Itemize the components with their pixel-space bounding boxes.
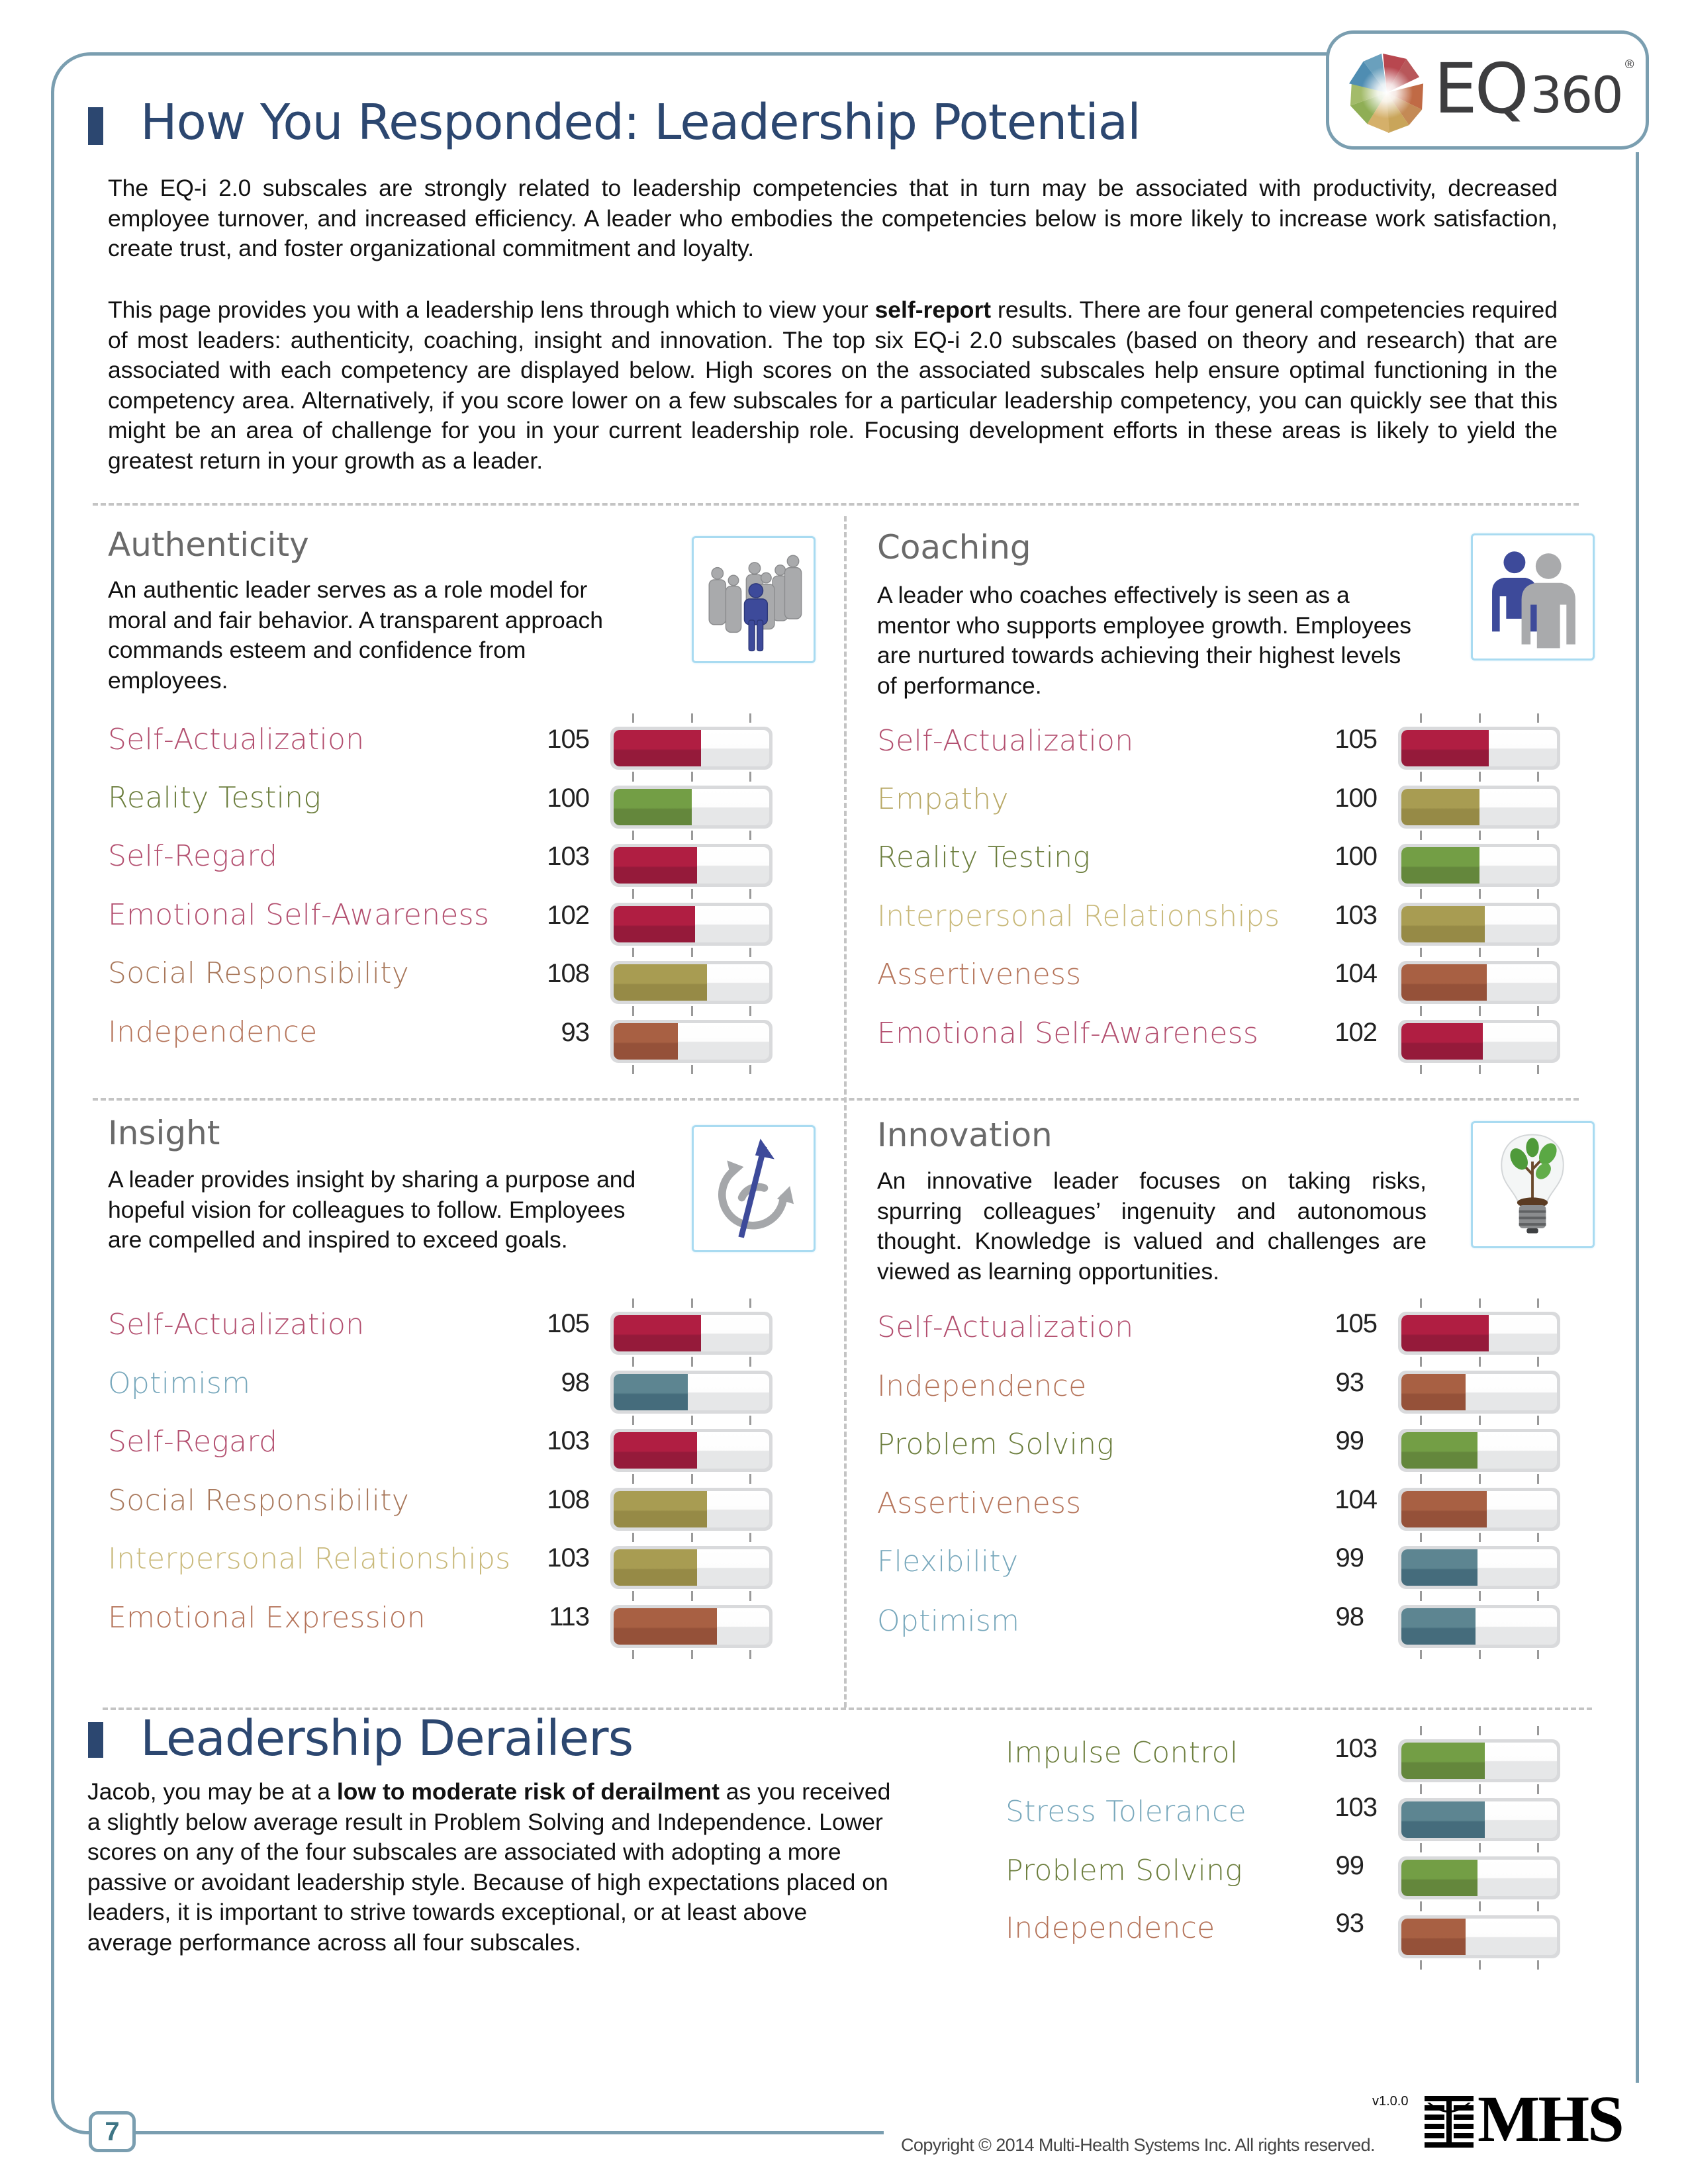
row-score: 105 bbox=[1335, 725, 1377, 754]
scale-tick bbox=[632, 1357, 634, 1367]
scale-tick bbox=[632, 1650, 634, 1659]
row-score: 104 bbox=[1335, 1485, 1377, 1514]
score-bar-track bbox=[1401, 906, 1557, 942]
row-label: Independence bbox=[108, 1015, 318, 1049]
score-bar bbox=[1398, 1856, 1560, 1899]
score-bar bbox=[1398, 1488, 1560, 1531]
score-bar-track bbox=[614, 1315, 769, 1351]
risk-level-emphasis: low to moderate risk of derailment bbox=[336, 1778, 720, 1805]
row-score: 93 bbox=[561, 1018, 589, 1047]
row-label: Independence bbox=[1006, 1911, 1215, 1945]
scale-tick bbox=[691, 889, 693, 899]
scale-tick bbox=[691, 1533, 693, 1542]
page-title: How You Responded: Leadership Potential bbox=[140, 94, 1141, 151]
score-bar-track bbox=[614, 1608, 769, 1645]
row-label: Independence bbox=[877, 1369, 1087, 1403]
score-bar bbox=[610, 1429, 773, 1472]
row-label: Stress Tolerance bbox=[1006, 1795, 1246, 1829]
score-bar bbox=[610, 1312, 773, 1355]
eq360-wordmark: EQ360® bbox=[1434, 48, 1636, 129]
score-bar-track bbox=[1401, 1801, 1557, 1838]
scale-tick bbox=[691, 948, 693, 957]
authenticity-description: An authentic leader serves as a role model for moral and fair behavior. A transparent approach commands esteem and confidence from employees. bbox=[108, 576, 603, 694]
score-bar-fill bbox=[1401, 1549, 1477, 1586]
derailers-paragraph: Jacob, you may be at a low to moderate risk of derailment as you received a slightly below average result in Problem Solving and Independence. Lower scores on any of the four subscales are associated with adopting a more passive or avoidant leadership style. Because of high expectations placed on leaders, it is important to strive towards exceptional, or at least above average performance across all four subscales. bbox=[87, 1778, 891, 1956]
scale-tick bbox=[632, 1592, 634, 1601]
row-score: 98 bbox=[561, 1368, 589, 1397]
scale-tick bbox=[749, 889, 751, 899]
scale-tick bbox=[1420, 1475, 1422, 1484]
scale-tick bbox=[691, 1592, 693, 1601]
row-label: Reality Testing bbox=[108, 781, 322, 815]
score-bar bbox=[1398, 1312, 1560, 1355]
score-bar-track bbox=[1401, 1374, 1557, 1410]
score-bar bbox=[610, 903, 773, 946]
scale-tick bbox=[691, 1650, 693, 1659]
scale-tick bbox=[1479, 1592, 1481, 1601]
intro-paragraph-1: The EQ-i 2.0 subscales are strongly related to leadership competencies that in turn may be associated with productivity, decreased employee turnover, and increased efficiency. A leader who embodies the competencies below is more likely to increase work satisfaction, create trust, and foster organizational commitment and loyalty. bbox=[108, 175, 1558, 261]
scale-tick bbox=[1420, 1007, 1422, 1016]
scale-tick bbox=[1537, 1785, 1539, 1794]
row-score: 103 bbox=[1335, 901, 1377, 930]
scale-tick bbox=[1479, 1533, 1481, 1542]
score-bar-fill bbox=[614, 1549, 697, 1586]
page-frame-bottom bbox=[136, 2131, 884, 2134]
row-score: 103 bbox=[1335, 1734, 1377, 1763]
scale-tick bbox=[1479, 713, 1481, 723]
scale-tick bbox=[1479, 1298, 1481, 1308]
scale-tick bbox=[691, 713, 693, 723]
scale-tick bbox=[749, 1065, 751, 1074]
row-score: 108 bbox=[547, 1485, 589, 1514]
divider-middle bbox=[93, 1098, 1579, 1101]
eq360-wheel-icon bbox=[1348, 51, 1426, 134]
authenticity-icon-box bbox=[692, 536, 816, 663]
score-bar-track bbox=[1401, 1743, 1557, 1779]
score-bar-track bbox=[1401, 964, 1557, 1001]
scale-tick bbox=[1420, 1065, 1422, 1074]
derailers-title: Leadership Derailers bbox=[140, 1710, 633, 1767]
scale-tick bbox=[1537, 831, 1539, 840]
row-score: 100 bbox=[547, 784, 589, 813]
score-bar-track bbox=[1401, 789, 1557, 825]
scale-tick bbox=[1420, 1650, 1422, 1659]
scale-tick bbox=[1420, 1726, 1422, 1735]
scale-tick bbox=[632, 831, 634, 840]
mhs-wordmark: MHS bbox=[1477, 2082, 1622, 2156]
score-bar-fill bbox=[1401, 847, 1479, 884]
derailers-accent-bar bbox=[88, 1722, 103, 1758]
scale-tick bbox=[1537, 1902, 1539, 1911]
scale-tick bbox=[749, 1650, 751, 1659]
scale-tick bbox=[691, 772, 693, 782]
row-score: 103 bbox=[547, 842, 589, 871]
score-bar bbox=[1398, 727, 1560, 770]
row-label: Interpersonal Relationships bbox=[108, 1542, 511, 1576]
page-frame-corner bbox=[51, 2052, 94, 2134]
row-label: Self-Actualization bbox=[877, 1310, 1134, 1344]
score-bar bbox=[1398, 961, 1560, 1004]
scale-tick bbox=[1420, 889, 1422, 899]
scale-tick bbox=[1420, 1592, 1422, 1601]
row-label: Assertiveness bbox=[877, 958, 1082, 991]
score-bar-fill bbox=[1401, 1315, 1489, 1351]
row-label: Problem Solving bbox=[1006, 1854, 1243, 1888]
scale-tick bbox=[749, 1533, 751, 1542]
authenticity-title: Authenticity bbox=[108, 525, 309, 564]
row-label: Assertiveness bbox=[877, 1486, 1082, 1520]
scale-tick bbox=[1420, 831, 1422, 840]
page-number: 7 bbox=[89, 2111, 136, 2152]
score-bar bbox=[610, 1020, 773, 1063]
scale-tick bbox=[749, 1416, 751, 1425]
scale-tick bbox=[691, 1357, 693, 1367]
score-bar bbox=[1398, 1546, 1560, 1589]
score-bar-fill bbox=[1401, 730, 1489, 766]
scale-tick bbox=[1479, 1785, 1481, 1794]
scale-tick bbox=[1479, 1475, 1481, 1484]
row-label: Emotional Self-Awareness bbox=[877, 1017, 1259, 1050]
row-label: Self-Actualization bbox=[877, 724, 1134, 758]
row-score: 99 bbox=[1335, 1426, 1364, 1455]
score-bar-fill bbox=[1401, 1491, 1487, 1527]
row-score: 113 bbox=[549, 1602, 589, 1631]
score-bar-track bbox=[614, 847, 769, 884]
scale-tick bbox=[1420, 948, 1422, 957]
row-score: 103 bbox=[547, 1426, 589, 1455]
vision-arrow-icon bbox=[694, 1127, 814, 1250]
scale-tick bbox=[749, 948, 751, 957]
score-bar-fill bbox=[1401, 789, 1479, 825]
scale-tick bbox=[691, 1007, 693, 1016]
score-bar-fill bbox=[614, 789, 692, 825]
score-bar-track bbox=[1401, 1608, 1557, 1645]
scale-tick bbox=[632, 1475, 634, 1484]
row-score: 98 bbox=[1335, 1602, 1364, 1631]
score-bar-track bbox=[614, 789, 769, 825]
scale-tick bbox=[691, 831, 693, 840]
scale-tick bbox=[1479, 1357, 1481, 1367]
score-bar bbox=[1398, 1020, 1560, 1063]
scale-tick bbox=[691, 1065, 693, 1074]
scale-tick bbox=[1537, 1726, 1539, 1735]
page-frame-left bbox=[51, 132, 54, 2075]
row-score: 99 bbox=[1335, 1543, 1364, 1572]
scale-tick bbox=[1420, 1785, 1422, 1794]
score-bar bbox=[610, 844, 773, 887]
scale-tick bbox=[691, 1298, 693, 1308]
score-bar-track bbox=[1401, 1919, 1557, 1955]
scale-tick bbox=[1420, 772, 1422, 782]
row-score: 102 bbox=[547, 901, 589, 930]
score-bar bbox=[1398, 1429, 1560, 1472]
people-group-leader-icon bbox=[694, 538, 814, 661]
scale-tick bbox=[749, 831, 751, 840]
score-bar-fill bbox=[1401, 906, 1485, 942]
row-label: Self-Regard bbox=[108, 839, 278, 873]
scale-tick bbox=[632, 1416, 634, 1425]
insight-title: Insight bbox=[108, 1114, 220, 1152]
scale-tick bbox=[1479, 1960, 1481, 1970]
score-bar bbox=[1398, 844, 1560, 887]
score-bar-track bbox=[614, 1023, 769, 1060]
score-bar bbox=[1398, 903, 1560, 946]
score-bar-fill bbox=[614, 1023, 678, 1060]
eq360-logo bbox=[1326, 30, 1649, 150]
row-label: Social Responsibility bbox=[108, 1484, 410, 1518]
row-score: 103 bbox=[1335, 1793, 1377, 1822]
scale-tick bbox=[1420, 1902, 1422, 1911]
score-bar-track bbox=[1401, 1491, 1557, 1527]
scale-tick bbox=[749, 1592, 751, 1601]
innovation-title: Innovation bbox=[877, 1116, 1053, 1154]
scale-tick bbox=[632, 1533, 634, 1542]
row-score: 100 bbox=[1335, 842, 1377, 871]
row-score: 93 bbox=[1335, 1909, 1364, 1938]
scale-tick bbox=[1420, 713, 1422, 723]
scale-tick bbox=[1420, 1357, 1422, 1367]
score-bar-track bbox=[1401, 847, 1557, 884]
row-label: Optimism bbox=[108, 1367, 251, 1400]
title-accent-bar bbox=[88, 107, 103, 145]
mentor-pair-icon bbox=[1473, 535, 1593, 659]
scale-tick bbox=[1537, 1357, 1539, 1367]
score-bar-fill bbox=[1401, 1432, 1477, 1469]
version-label: v1.0.0 bbox=[1372, 2094, 1409, 2109]
scale-tick bbox=[1537, 1475, 1539, 1484]
mhs-logo-icon bbox=[1425, 2096, 1474, 2149]
scale-tick bbox=[1537, 772, 1539, 782]
self-report-emphasis: self-report bbox=[874, 296, 992, 323]
row-score: 105 bbox=[547, 725, 589, 754]
scale-tick bbox=[1479, 772, 1481, 782]
row-label: Emotional Self-Awareness bbox=[108, 898, 490, 932]
row-score: 99 bbox=[1335, 1851, 1364, 1880]
page-frame-right bbox=[1636, 152, 1639, 2083]
score-bar bbox=[610, 961, 773, 1004]
scale-tick bbox=[1537, 1650, 1539, 1659]
score-bar-fill bbox=[614, 906, 695, 942]
scale-tick bbox=[1479, 1650, 1481, 1659]
score-bar-fill bbox=[614, 1608, 717, 1645]
row-label: Social Responsibility bbox=[108, 956, 410, 990]
score-bar-fill bbox=[614, 847, 697, 884]
score-bar-fill bbox=[614, 1432, 697, 1469]
innovation-icon-box bbox=[1471, 1121, 1595, 1248]
row-label: Empathy bbox=[877, 782, 1009, 816]
scale-tick bbox=[632, 1065, 634, 1074]
scale-tick bbox=[749, 1007, 751, 1016]
innovation-description: An innovative leader focuses on taking risks, spurring colleagues’ ingenuity and autonomous thought. Knowledge is valued and challenges are viewed as learning opportunities. bbox=[877, 1167, 1427, 1285]
score-bar bbox=[610, 727, 773, 770]
score-bar-fill bbox=[1401, 1743, 1485, 1779]
scale-tick bbox=[1479, 948, 1481, 957]
row-score: 108 bbox=[547, 959, 589, 988]
row-label: Emotional Expression bbox=[108, 1601, 426, 1635]
row-score: 102 bbox=[1335, 1018, 1377, 1047]
scale-tick bbox=[1537, 1416, 1539, 1425]
score-bar-fill bbox=[1401, 1374, 1466, 1410]
copyright-text: Copyright © 2014 Multi-Health Systems Inc. All rights reserved. bbox=[901, 2135, 1375, 2155]
score-bar bbox=[1398, 1371, 1560, 1414]
scale-tick bbox=[1479, 1007, 1481, 1016]
scale-tick bbox=[749, 713, 751, 723]
scale-tick bbox=[1479, 1065, 1481, 1074]
scale-tick bbox=[691, 1416, 693, 1425]
scale-tick bbox=[1420, 1533, 1422, 1542]
score-bar-fill bbox=[1401, 1023, 1483, 1060]
score-bar-fill bbox=[614, 964, 707, 1001]
scale-tick bbox=[749, 1357, 751, 1367]
insight-icon-box bbox=[692, 1125, 816, 1252]
score-bar-fill bbox=[1401, 964, 1487, 1001]
scale-tick bbox=[1420, 1843, 1422, 1852]
scale-tick bbox=[1537, 948, 1539, 957]
score-bar bbox=[610, 1546, 773, 1589]
divider-vertical bbox=[844, 516, 847, 1707]
scale-tick bbox=[1479, 889, 1481, 899]
score-bar bbox=[1398, 1915, 1560, 1958]
score-bar-track bbox=[1401, 1549, 1557, 1586]
score-bar-track bbox=[1401, 1860, 1557, 1896]
score-bar-track bbox=[614, 906, 769, 942]
scale-tick bbox=[1479, 1726, 1481, 1735]
scale-tick bbox=[1537, 1960, 1539, 1970]
scale-tick bbox=[1537, 1843, 1539, 1852]
divider-top bbox=[93, 503, 1579, 506]
row-score: 105 bbox=[1335, 1309, 1377, 1338]
score-bar-track bbox=[1401, 1432, 1557, 1469]
scale-tick bbox=[1537, 1592, 1539, 1601]
insight-description: A leader provides insight by sharing a purpose and hopeful vision for colleagues to follow. Employees are compelled and inspired to exceed goals. bbox=[108, 1166, 636, 1253]
scale-tick bbox=[632, 713, 634, 723]
row-score: 105 bbox=[547, 1309, 589, 1338]
row-score: 100 bbox=[1335, 784, 1377, 813]
scale-tick bbox=[632, 1007, 634, 1016]
lightbulb-plant-icon bbox=[1473, 1123, 1593, 1246]
score-bar-fill bbox=[1401, 1860, 1477, 1896]
score-bar bbox=[1398, 1605, 1560, 1648]
score-bar-track bbox=[1401, 1023, 1557, 1060]
score-bar-fill bbox=[1401, 1919, 1466, 1955]
score-bar bbox=[1398, 1798, 1560, 1841]
coaching-icon-box bbox=[1471, 533, 1595, 660]
scale-tick bbox=[691, 1475, 693, 1484]
score-bar-track bbox=[614, 1374, 769, 1410]
intro-paragraph-2: This page provides you with a leadership lens through which to view your self-report results. There are four general competencies required of most leaders: authenticity, coaching, insight and innovation. The top six EQ-i 2.0 subscales (based on theory and research) that are associated with each competency are displayed below. High scores on the associated subscales help ensure optimal functioning in the competency area. Alternatively, if you score lower on a few subscales for a particular leadership competency, you can quickly see that this might be an area of challenge for you in your current leadership role. Focusing development efforts in these areas is likely to yield the greatest return in your growth as a leader. bbox=[108, 296, 1558, 474]
row-label: Reality Testing bbox=[877, 841, 1091, 874]
score-bar-fill bbox=[614, 1491, 707, 1527]
scale-tick bbox=[1479, 1416, 1481, 1425]
score-bar-track bbox=[1401, 1315, 1557, 1351]
score-bar-track bbox=[1401, 730, 1557, 766]
scale-tick bbox=[632, 772, 634, 782]
score-bar-fill bbox=[614, 730, 701, 766]
score-bar-track bbox=[614, 1491, 769, 1527]
row-label: Interpersonal Relationships bbox=[877, 899, 1280, 933]
coaching-title: Coaching bbox=[877, 528, 1031, 567]
scale-tick bbox=[1479, 1902, 1481, 1911]
row-label: Self-Actualization bbox=[108, 723, 365, 756]
row-label: Impulse Control bbox=[1006, 1736, 1239, 1770]
score-bar bbox=[610, 1605, 773, 1648]
scale-tick bbox=[1420, 1416, 1422, 1425]
scale-tick bbox=[1537, 1065, 1539, 1074]
scale-tick bbox=[749, 772, 751, 782]
score-bar-track bbox=[614, 1549, 769, 1586]
score-bar bbox=[1398, 786, 1560, 829]
scale-tick bbox=[749, 1298, 751, 1308]
score-bar-fill bbox=[1401, 1608, 1476, 1645]
scale-tick bbox=[1537, 1533, 1539, 1542]
score-bar bbox=[610, 1371, 773, 1414]
scale-tick bbox=[1420, 1960, 1422, 1970]
scale-tick bbox=[632, 948, 634, 957]
score-bar-fill bbox=[614, 1315, 701, 1351]
scale-tick bbox=[749, 1475, 751, 1484]
scale-tick bbox=[1537, 1298, 1539, 1308]
score-bar-fill bbox=[1401, 1801, 1485, 1838]
score-bar-track bbox=[614, 1432, 769, 1469]
score-bar-track bbox=[614, 730, 769, 766]
row-label: Flexibility bbox=[877, 1545, 1019, 1578]
scale-tick bbox=[632, 1298, 634, 1308]
row-label: Problem Solving bbox=[877, 1428, 1115, 1461]
scale-tick bbox=[1479, 1843, 1481, 1852]
row-label: Self-Actualization bbox=[108, 1308, 365, 1342]
score-bar bbox=[610, 1488, 773, 1531]
scale-tick bbox=[1537, 889, 1539, 899]
row-score: 93 bbox=[1335, 1368, 1364, 1397]
scale-tick bbox=[1420, 1298, 1422, 1308]
row-label: Self-Regard bbox=[108, 1425, 278, 1459]
score-bar-fill bbox=[614, 1374, 688, 1410]
scale-tick bbox=[1479, 831, 1481, 840]
score-bar bbox=[1398, 1739, 1560, 1782]
row-label: Optimism bbox=[877, 1604, 1020, 1638]
scale-tick bbox=[1537, 713, 1539, 723]
coaching-description: A leader who coaches effectively is seen as a mentor who supports employee growth. Employees are nurtured towards achieving their highest levels of performance. bbox=[877, 582, 1412, 699]
score-bar-track bbox=[614, 964, 769, 1001]
row-score: 104 bbox=[1335, 959, 1377, 988]
row-score: 103 bbox=[547, 1543, 589, 1572]
scale-tick bbox=[1537, 1007, 1539, 1016]
scale-tick bbox=[632, 889, 634, 899]
score-bar bbox=[610, 786, 773, 829]
